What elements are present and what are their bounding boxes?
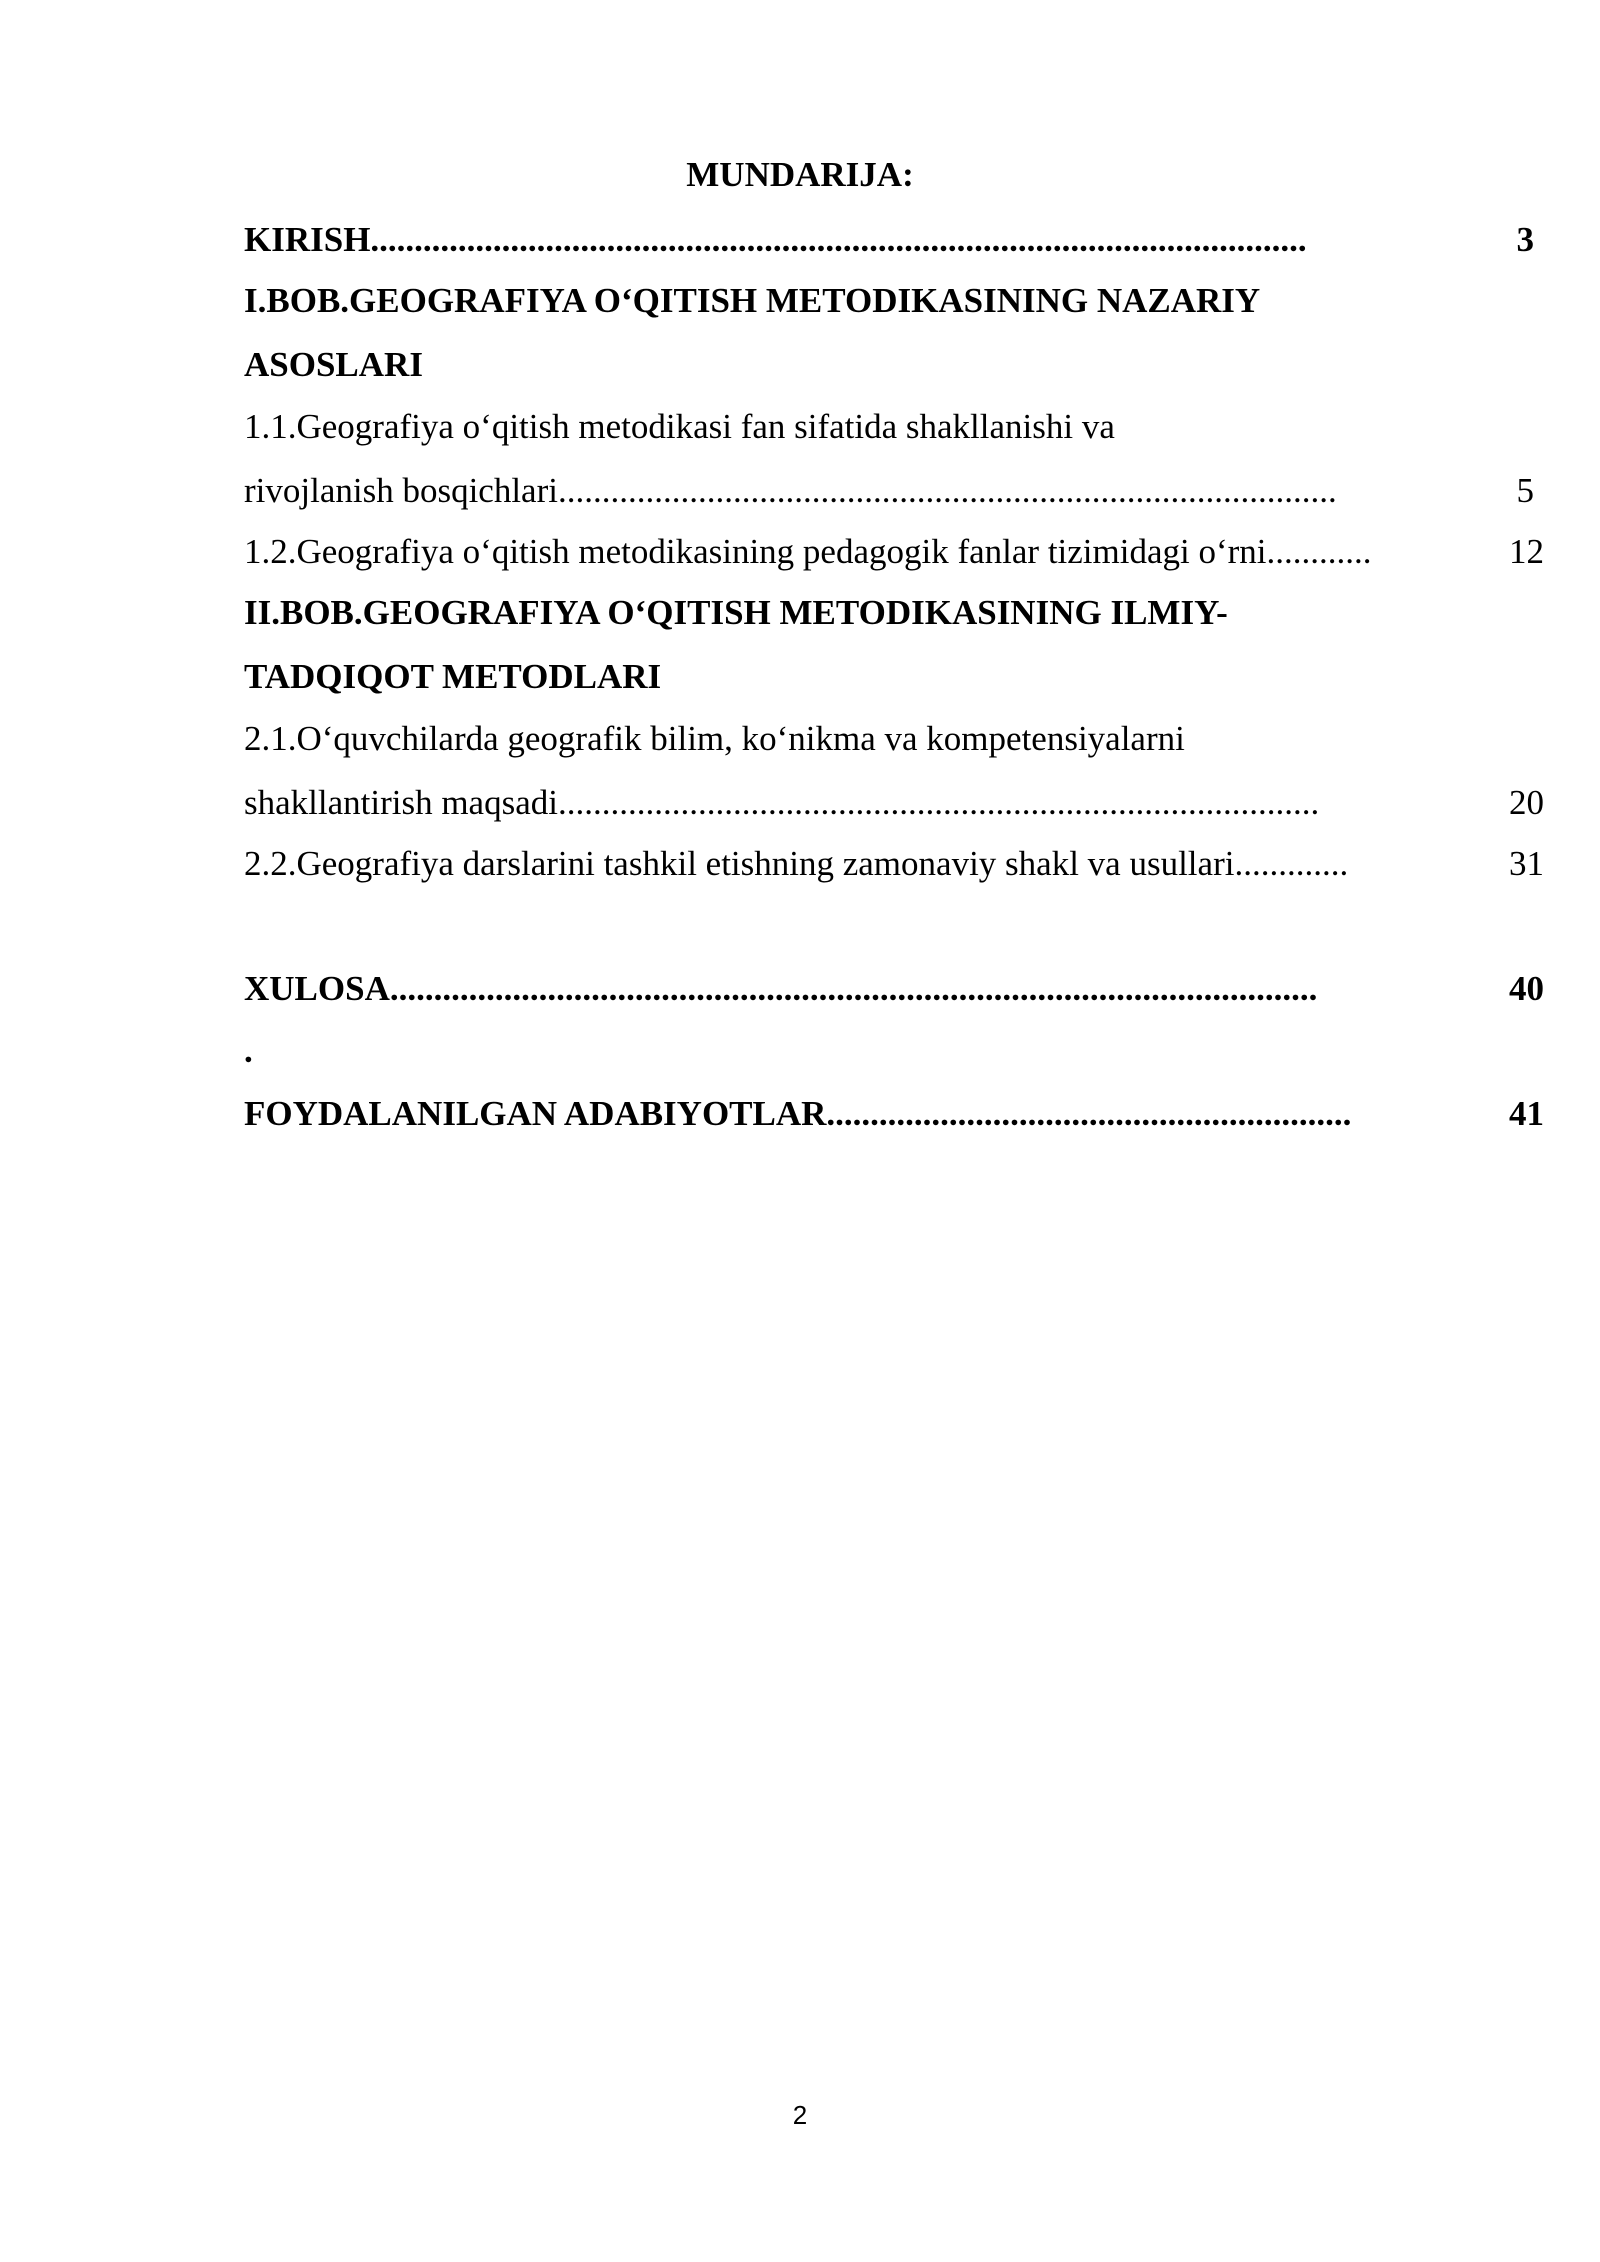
toc-entry-chapter-2 [244,588,1544,638]
toc-entry-2-2 [244,839,1544,889]
toc-entry-label: KIRISH........................................................................................................... [244,220,1307,259]
toc-entry-label: I.BOB.GEOGRAFIYA O‘QITISH METODIKASINING NAZARIY [244,281,1261,320]
toc-entry-label: II.BOB.GEOGRAFIYA O‘QITISH METODIKASINING ILMIY- [244,593,1228,632]
toc-entry-chapter-1-cont [244,340,1544,390]
toc-entry-label: 2.2.Geografiya darslarini tashkil etishning zamonaviy shakl va usullari............. [244,844,1349,883]
toc-entry-xulosa [244,964,1544,1014]
toc-entry-label: 2.1.O‘quvchilarda geografik bilim, ko‘nikma va kompetensiyalarni [244,719,1185,758]
toc-entry-page: 3 [1516,220,1534,259]
toc-entry-label: 1.1.Geografiya o‘qitish metodikasi fan sifatida shakllanishi va [244,407,1115,446]
toc-entry-2-1 [244,714,1544,764]
toc-entry-page: 5 [1516,471,1534,510]
toc-entry-bibliography [244,1089,1544,1139]
page-number: 2 [792,2100,808,2130]
toc-entry-dot [244,1026,1544,1076]
toc-title: MUNDARIJA: [686,155,914,194]
toc-entry-1-2 [244,527,1544,577]
toc-entry-label: TADQIQOT METODLARI [244,657,662,696]
toc-entry-2-1-cont [244,778,1544,828]
toc-entry-label: shakllantirish maqsadi....................................................................................... [244,783,1320,822]
toc-entry-label: . [244,1031,253,1070]
toc-entry-label: 1.2.Geografiya o‘qitish metodikasining pedagogik fanlar tizimidagi o‘rni............ [244,532,1372,571]
toc-entry-page: 31 [1509,844,1544,883]
toc-entry-1-1 [244,402,1544,452]
toc-entry-chapter-1 [244,276,1544,326]
toc-entry-chapter-2-cont [244,652,1544,702]
toc-entry-page: 20 [1509,783,1544,822]
toc-entry-kirish [244,215,1544,265]
toc-entry-page: 41 [1509,1094,1544,1133]
toc-entry-1-1-cont [244,466,1544,516]
toc-entry-page: 12 [1509,532,1544,571]
toc-entry-label: ASOSLARI [244,345,423,384]
toc-entry-page: 40 [1509,969,1544,1008]
toc-entry-label: FOYDALANILGAN ADABIYOTLAR............................................................ [244,1094,1352,1133]
toc-entry-label: rivojlanish bosqichlari......................................................................................... [244,471,1337,510]
toc-entry-label: XULOSA.......................................................................................................... [244,969,1318,1008]
